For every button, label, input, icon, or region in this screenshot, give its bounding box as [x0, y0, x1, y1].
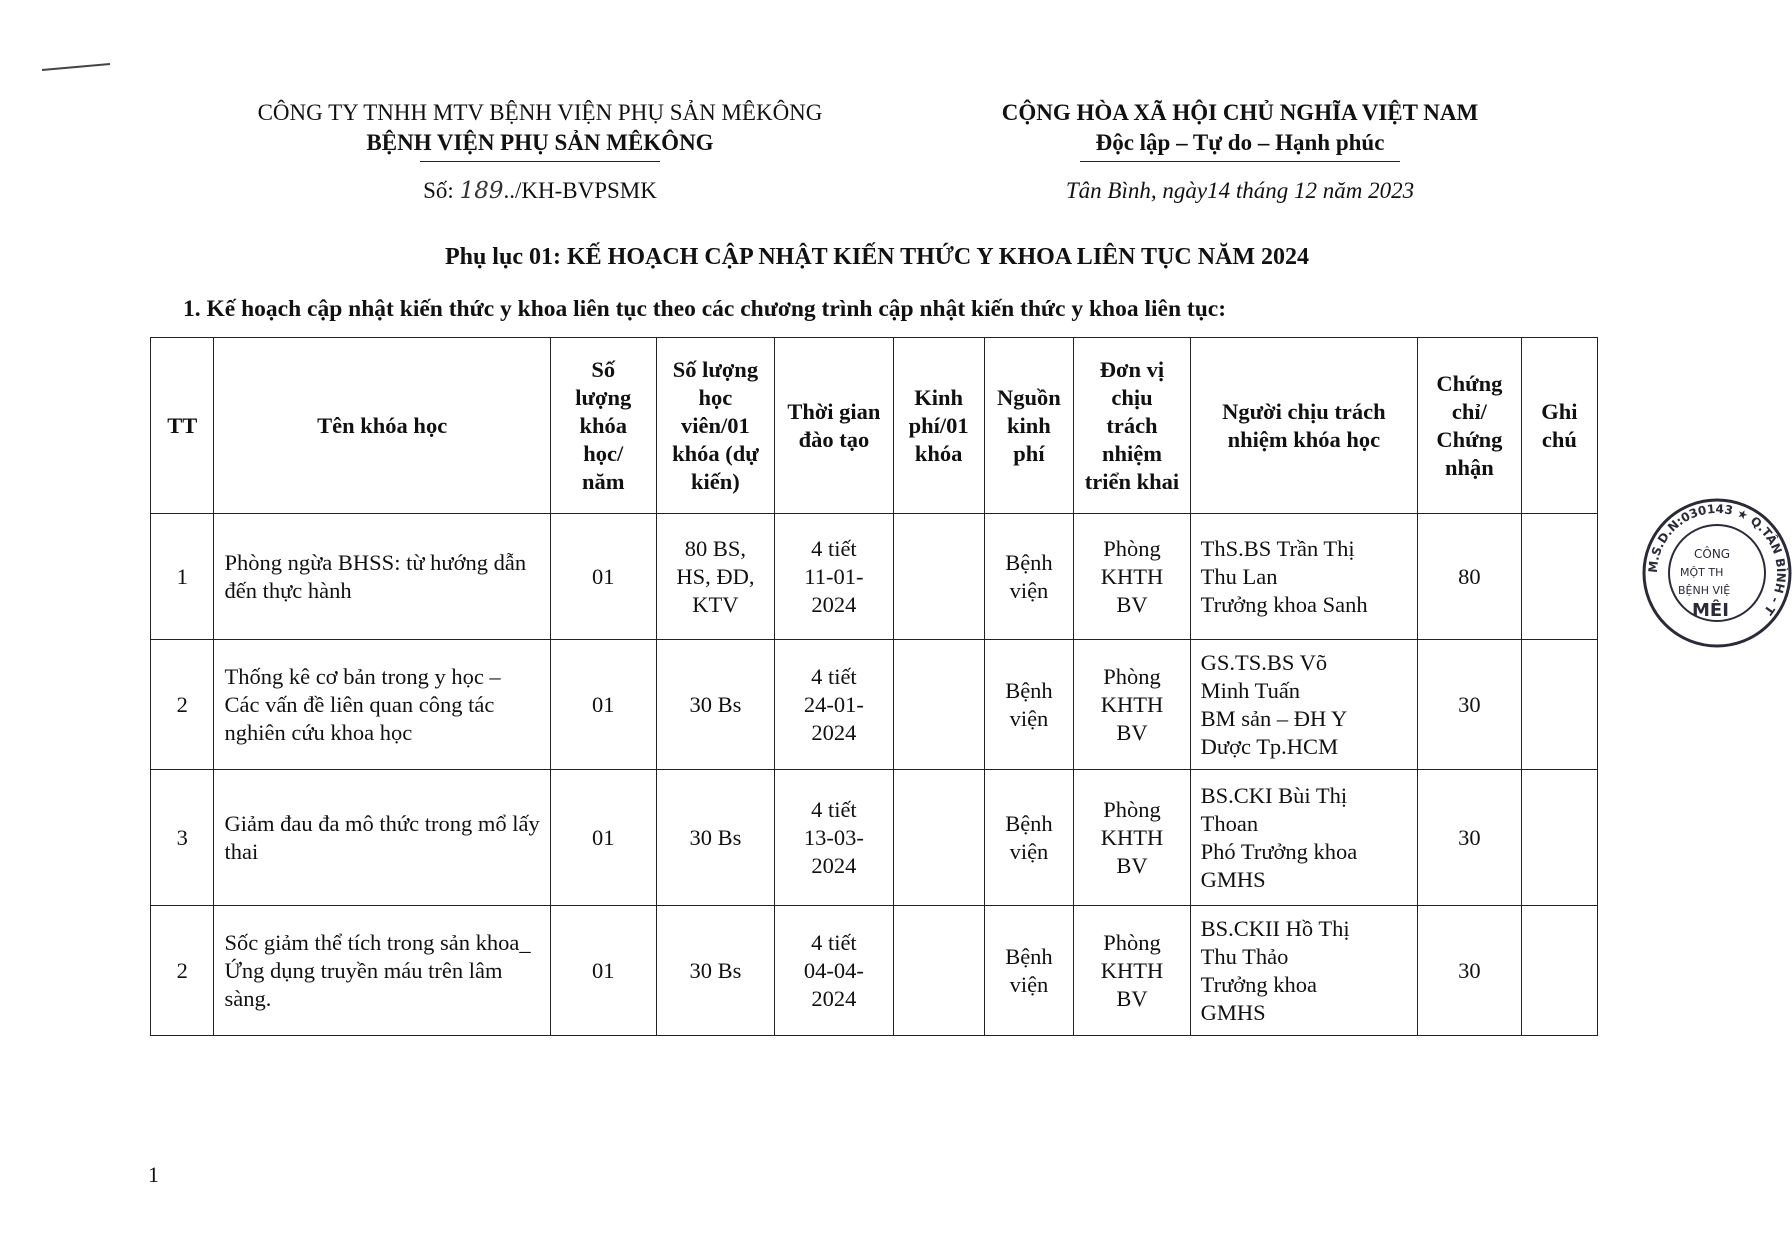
cell-training-time: 4 tiết 13-03- 2024 — [775, 770, 893, 906]
cell-certificate: 30 — [1418, 640, 1522, 770]
svg-text:CÔNG: CÔNG — [1694, 547, 1731, 561]
cell-note — [1521, 514, 1597, 640]
cell-certificate: 30 — [1418, 906, 1522, 1036]
hospital-name: BỆNH VIỆN PHỤ SẢN MÊKÔNG — [366, 130, 714, 155]
header-course-count: Số lượng khóa học/ năm — [550, 338, 656, 514]
cell-responsible-person: ThS.BS Trần Thị Thu Lan Trưởng khoa Sanh — [1190, 514, 1417, 640]
company-name: CÔNG TY TNHH MTV BỆNH VIỆN PHỤ SẢN MÊKÔNG — [257, 100, 823, 125]
organization-header — [230, 98, 850, 206]
table-header-row — [151, 338, 1598, 514]
header-course-name: Tên khóa học — [214, 338, 550, 514]
header-certificate: Chứng chỉ/ Chứng nhận — [1418, 338, 1522, 514]
cell-course-name: Sốc giảm thể tích trong sản khoa_ Ứng dụng truyền máu trên lâm sàng. — [214, 906, 550, 1036]
cell-course-count: 01 — [550, 640, 656, 770]
date-day-handwritten: 14 — [1207, 178, 1231, 203]
national-motto: Độc lập – Tự do – Hạnh phúc — [1095, 130, 1385, 155]
header-tt: TT — [151, 338, 214, 514]
svg-text:M.S.D.N:030143 ★ Q.TÂN BÌNH -: M.S.D.N:030143 ★ Q.TÂN BÌNH - T — [1645, 501, 1789, 618]
cell-tt: 1 — [151, 514, 214, 640]
cell-responsible-unit: Phòng KHTH BV — [1074, 514, 1190, 640]
page-number: 1 — [148, 1162, 159, 1187]
svg-text:MỘT TH: MỘT TH — [1680, 566, 1724, 579]
cell-responsible-person: BS.CKI Bùi Thị Thoan Phó Trưởng khoa GMHS — [1190, 770, 1417, 906]
cell-cost — [893, 770, 984, 906]
hospital-name-underline — [420, 161, 660, 162]
cell-course-name: Giảm đau đa mô thức trong mổ lấy thai — [214, 770, 550, 906]
cell-funding-source: Bệnh viện — [984, 640, 1074, 770]
cell-note — [1521, 640, 1597, 770]
date-prefix: Tân Bình, ngày — [1065, 178, 1208, 203]
cell-tt: 3 — [151, 770, 214, 906]
cell-student-count: 30 Bs — [656, 770, 774, 906]
cell-student-count: 30 Bs — [656, 640, 774, 770]
cell-certificate: 80 — [1418, 514, 1522, 640]
document-number — [230, 176, 850, 206]
cell-student-count: 80 BS, HS, ĐD, KTV — [656, 514, 774, 640]
document-title: Phụ lục 01: KẾ HOẠCH CẬP NHẬT KIẾN THỨC Y KHOA LIÊN TỤC NĂM 2024 — [444, 244, 1310, 270]
cell-funding-source: Bệnh viện — [984, 906, 1074, 1036]
cell-cost — [893, 514, 984, 640]
document-number-handwritten: 189 — [459, 178, 504, 204]
cell-tt: 2 — [151, 906, 214, 1036]
cell-note — [1521, 770, 1597, 906]
company-seal-stamp — [1642, 498, 1792, 648]
section-heading: 1. Kế hoạch cập nhật kiến thức y khoa liên tục theo các chương trình cập nhật kiến thức y khoa liên tục: — [183, 296, 1227, 322]
scan-mark-decoration — [40, 58, 130, 78]
cell-course-count: 01 — [550, 514, 656, 640]
table-row — [151, 640, 1598, 770]
cell-responsible-unit: Phòng KHTH BV — [1074, 906, 1190, 1036]
cell-responsible-person: GS.TS.BS Võ Minh Tuấn BM sản – ĐH Y Dược Tp.HCM — [1190, 640, 1417, 770]
national-header — [940, 98, 1540, 206]
cell-responsible-unit: Phòng KHTH BV — [1074, 770, 1190, 906]
cell-tt: 2 — [151, 640, 214, 770]
header-responsible-person: Người chịu trách nhiệm khóa học — [1190, 338, 1417, 514]
cell-funding-source: Bệnh viện — [984, 514, 1074, 640]
cell-course-name: Thống kê cơ bản trong y học – Các vấn đề liên quan công tác nghiên cứu khoa học — [214, 640, 550, 770]
header-cost: Kinh phí/01 khóa — [893, 338, 984, 514]
document-date — [940, 176, 1540, 206]
cell-funding-source: Bệnh viện — [984, 770, 1074, 906]
cell-training-time: 4 tiết 24-01- 2024 — [775, 640, 893, 770]
cell-training-time: 4 tiết 04-04- 2024 — [775, 906, 893, 1036]
date-suffix: tháng 12 năm 2023 — [1230, 178, 1415, 203]
cell-cost — [893, 640, 984, 770]
cell-course-count: 01 — [550, 906, 656, 1036]
cell-certificate: 30 — [1418, 770, 1522, 906]
svg-text:BỆNH VIỆ: BỆNH VIỆ — [1678, 584, 1731, 597]
header-note: Ghi chú — [1521, 338, 1597, 514]
svg-text:MÊI: MÊI — [1692, 600, 1729, 621]
table-row — [151, 514, 1598, 640]
header-training-time: Thời gian đào tạo — [775, 338, 893, 514]
training-plan-table — [150, 337, 1598, 1036]
document-number-prefix: Số: — [423, 178, 460, 203]
document-number-suffix: ../KH-BVPSMK — [503, 178, 657, 203]
cell-cost — [893, 906, 984, 1036]
header-responsible-unit: Đơn vị chịu trách nhiệm triển khai — [1074, 338, 1190, 514]
table-row — [151, 770, 1598, 906]
header-funding-source: Nguồn kinh phí — [984, 338, 1074, 514]
national-title: CỘNG HÒA XÃ HỘI CHỦ NGHĨA VIỆT NAM — [1001, 100, 1479, 125]
cell-training-time: 4 tiết 11-01- 2024 — [775, 514, 893, 640]
table-row — [151, 906, 1598, 1036]
cell-responsible-person: BS.CKII Hồ Thị Thu Thảo Trưởng khoa GMHS — [1190, 906, 1417, 1036]
cell-student-count: 30 Bs — [656, 906, 774, 1036]
motto-underline — [1080, 161, 1400, 162]
cell-course-count: 01 — [550, 770, 656, 906]
cell-responsible-unit: Phòng KHTH BV — [1074, 640, 1190, 770]
cell-course-name: Phòng ngừa BHSS: từ hướng dẫn đến thực hành — [214, 514, 550, 640]
cell-note — [1521, 906, 1597, 1036]
header-student-count: Số lượng học viên/01 khóa (dự kiến) — [656, 338, 774, 514]
